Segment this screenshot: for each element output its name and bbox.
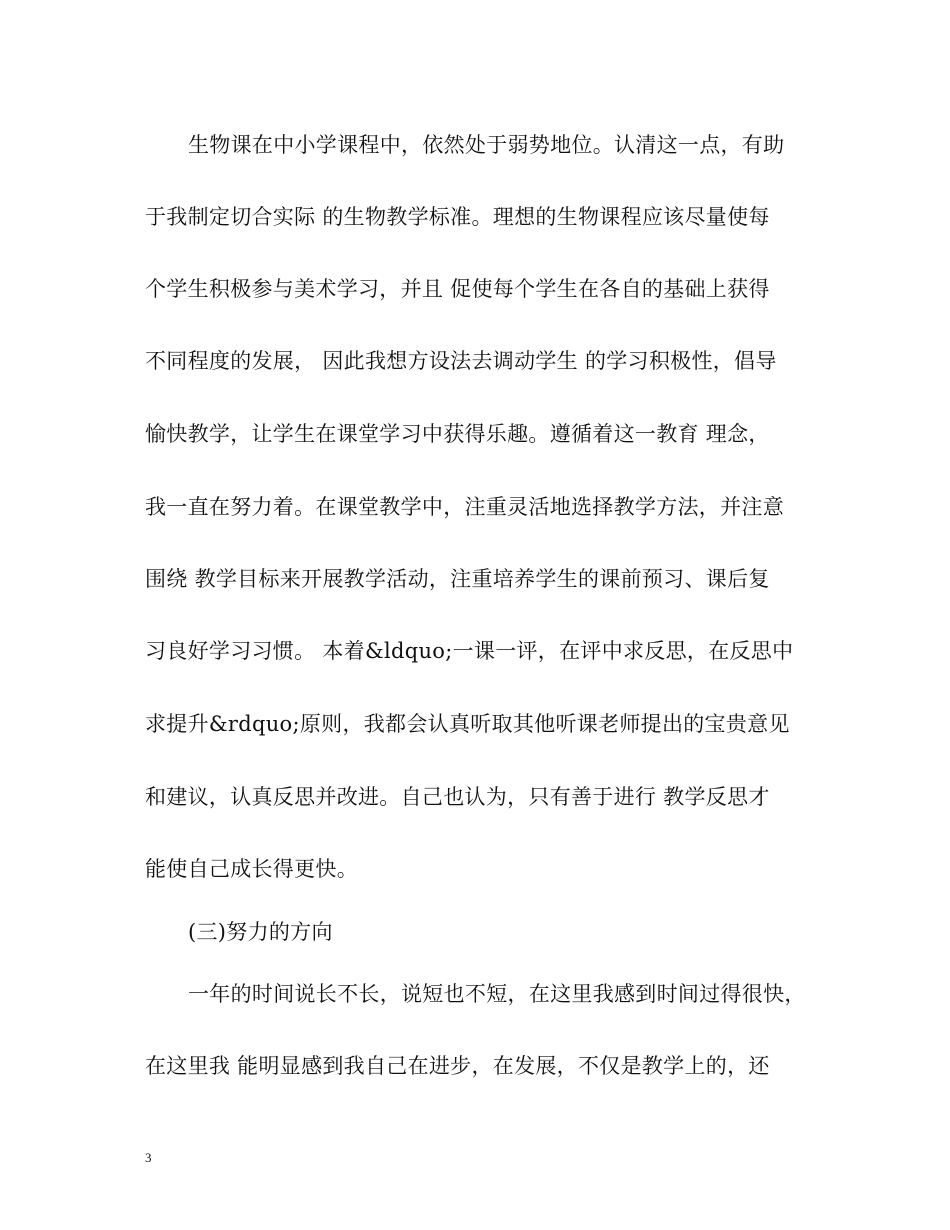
paragraph-1-line-3: 个学生积极参与美术学习，并且 促使每个学生在各自的基础上获得 [145,277,770,301]
paragraph-1-line-10: 和建议，认真反思并改进。自己也认为，只有善于进行 教学反思才 [145,785,770,809]
paragraph-2-line-2: 在这里我 能明显感到我自己在进步，在发展，不仅是教学上的，还 [145,1054,770,1078]
paragraph-1-line-7: 围绕 教学目标来开展教学活动，注重培养学生的课前预习、课后复 [145,567,770,591]
paragraph-1-line-9: 求提升&rdquo;原则，我都会认真听取其他听课老师提出的宝贵意见 [145,712,790,736]
paragraph-1-line-6: 我一直在努力着。在课堂教学中，注重灵活地选择教学方法，并注意 [145,495,784,519]
page-number: 3 [145,1150,152,1165]
paragraph-1-line-2: 于我制定切合实际 的生物教学标准。理想的生物课程应该尽量使每 [145,205,770,229]
paragraph-1-line-8: 习良好学习习惯。 本着&ldquo;一课一评，在评中求反思，在反思中 [145,639,794,663]
paragraph-1-line-11: 能使自己成长得更快。 [145,857,358,881]
section-heading: (三)努力的方向 [188,920,333,944]
paragraph-2-line-1: 一年的时间说长不长，说短也不短，在这里我感到时间过得很快， [188,982,806,1006]
paragraph-1-line-1: 生物课在中小学课程中，依然处于弱势地位。认清这一点，有助 [188,133,785,157]
paragraph-1-line-5: 愉快教学，让学生在课堂学习中获得乐趣。遵循着这一教育 理念， [145,422,770,446]
paragraph-1-line-4: 不同程度的发展， 因此我想方设法去调动学生 的学习积极性，倡导 [145,349,777,373]
